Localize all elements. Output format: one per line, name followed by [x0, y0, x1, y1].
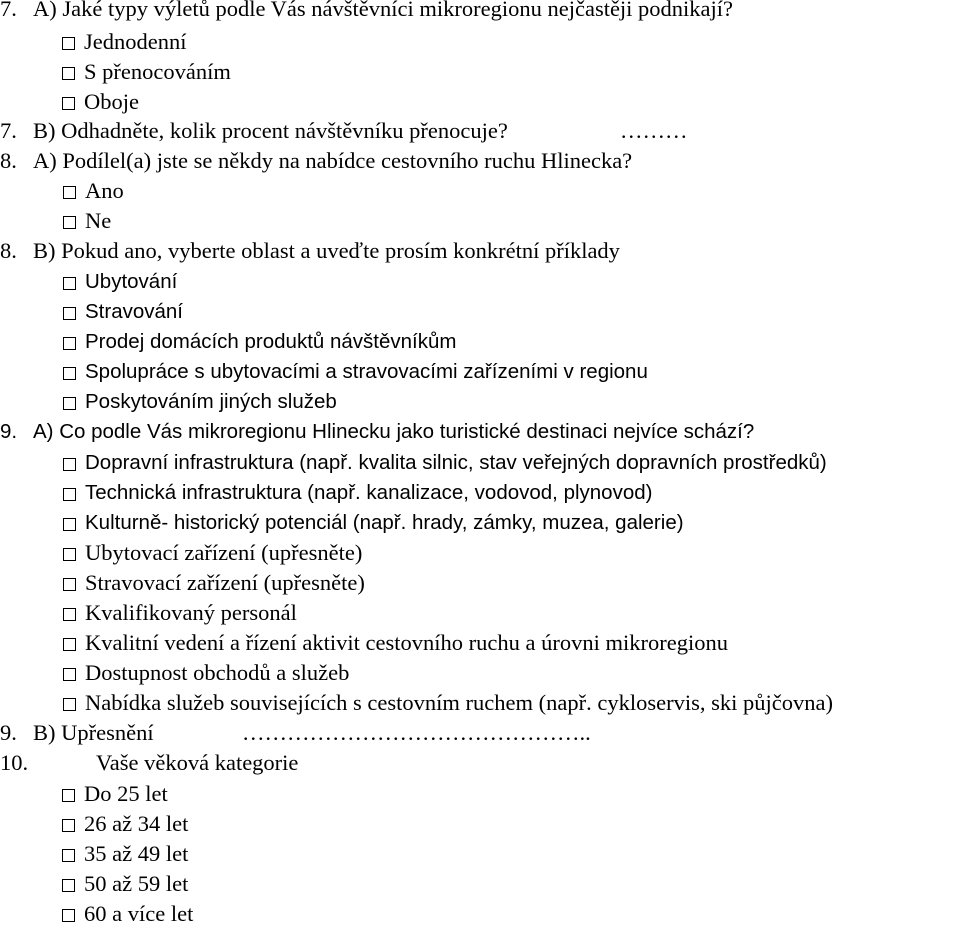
option-label: Prodej domácích produktů návštěvníkům	[85, 330, 457, 353]
question-text: A) Co podle Vás mikroregionu Hlinecku jako turistické destinaci nejvíce schází?	[33, 420, 755, 443]
checkbox-icon[interactable]	[62, 37, 75, 50]
option-label: Ubytování	[85, 270, 178, 293]
option-label: S přenocováním	[84, 59, 231, 84]
checkbox-icon[interactable]	[62, 879, 75, 892]
option-label: 50 až 59 let	[84, 871, 189, 896]
answer-blank[interactable]: ………	[620, 118, 688, 143]
checkbox-icon[interactable]	[63, 277, 76, 290]
option-label: Ubytovací zařízení (upřesněte)	[85, 540, 363, 565]
checkbox-icon[interactable]	[63, 397, 76, 410]
option-label: Kvalitní vedení a řízení aktivit cestovního ruchu a úrovni mikroregionu	[85, 630, 728, 655]
checkbox-icon[interactable]	[63, 186, 76, 199]
checkbox-icon[interactable]	[63, 367, 76, 380]
option-60-plus[interactable]	[62, 899, 193, 929]
checkbox-icon[interactable]	[63, 518, 76, 531]
checkbox-icon[interactable]	[63, 216, 76, 229]
option-label: Poskytováním jiných služeb	[85, 390, 337, 413]
option-label: Dopravní infrastruktura (např. kvalita silnic, stav veřejných dopravních prostředků)	[85, 451, 827, 474]
option-dopravni-infrastruktura[interactable]	[63, 448, 827, 478]
option-label: 35 až 49 let	[84, 841, 189, 866]
checkbox-icon[interactable]	[63, 337, 76, 350]
question-number: 7.	[0, 118, 17, 143]
option-s-prenocovanim[interactable]	[62, 57, 231, 87]
checkbox-icon[interactable]	[62, 97, 75, 110]
answer-blank[interactable]: ………………………………………..	[242, 720, 591, 745]
option-stravovani[interactable]	[63, 297, 183, 327]
checkbox-icon[interactable]	[63, 307, 76, 320]
question-number: 7.	[0, 0, 17, 21]
option-jednodenni[interactable]	[62, 27, 186, 57]
checkbox-icon[interactable]	[63, 548, 76, 561]
option-label: Jednodenní	[84, 29, 187, 54]
checkbox-icon[interactable]	[63, 698, 76, 711]
question-text: B) Pokud ano, vyberte oblast a uveďte prosím konkrétní příklady	[33, 238, 620, 263]
checkbox-icon[interactable]	[63, 458, 76, 471]
option-label: Spolupráce s ubytovacími a stravovacími zařízeními v regionu	[85, 360, 648, 383]
question-text: A) Jaké typy výletů podle Vás návštěvníci mikroregionu nejčastěji podnikají?	[33, 0, 734, 21]
option-26-34[interactable]	[62, 809, 188, 839]
checkbox-icon[interactable]	[63, 638, 76, 651]
checkbox-icon[interactable]	[62, 67, 75, 80]
checkbox-icon[interactable]	[63, 578, 76, 591]
option-label: Ne	[85, 208, 112, 233]
checkbox-icon[interactable]	[62, 909, 75, 922]
option-35-49[interactable]	[62, 839, 188, 869]
option-kvalitni-vedeni[interactable]	[63, 628, 728, 658]
option-stravovaci-zarizeni[interactable]	[63, 568, 365, 598]
checkbox-icon[interactable]	[62, 819, 75, 832]
question-text: Vaše věková kategorie	[96, 750, 299, 775]
checkbox-icon[interactable]	[62, 789, 75, 802]
question-number: 8.	[0, 238, 17, 263]
option-oboje[interactable]	[62, 87, 139, 117]
checkbox-icon[interactable]	[63, 608, 76, 621]
option-label: 26 až 34 let	[84, 811, 189, 836]
option-label: Nabídka služeb souvisejících s cestovním ruchem (např. cykloservis, ski půjčovna)	[85, 690, 833, 715]
question-text: B) Odhadněte, kolik procent návštěvníku přenocuje?	[33, 118, 508, 143]
question-text: B) Upřesnění	[33, 720, 154, 745]
option-label: 60 a více let	[84, 901, 194, 926]
option-prodej-produktu[interactable]	[63, 327, 456, 357]
option-label: Ano	[85, 178, 124, 203]
option-ne[interactable]	[63, 206, 111, 236]
option-kvalifikovany-personal[interactable]	[63, 598, 297, 628]
option-label: Dostupnost obchodů a služeb	[85, 660, 350, 685]
question-number: 8.	[0, 148, 17, 173]
checkbox-icon[interactable]	[62, 849, 75, 862]
question-number: 9.	[0, 420, 18, 443]
option-kulturne-historicky[interactable]	[63, 508, 684, 538]
question-text: A) Podílel(a) jste se někdy na nabídce cestovního ruchu Hlinecka?	[33, 148, 633, 173]
option-label: Stravování	[85, 300, 183, 323]
option-spoluprace[interactable]	[63, 357, 648, 387]
option-do-25[interactable]	[62, 779, 168, 809]
option-label: Kvalifikovaný personál	[85, 600, 297, 625]
option-ano[interactable]	[63, 176, 124, 206]
question-number: 9.	[0, 720, 17, 745]
option-ubytovani[interactable]	[63, 267, 177, 297]
option-label: Technická infrastruktura (např. kanalizace, vodovod, plynovod)	[85, 481, 653, 504]
option-technicka-infrastruktura[interactable]	[63, 478, 652, 508]
option-label: Oboje	[84, 89, 139, 114]
checkbox-icon[interactable]	[63, 488, 76, 501]
option-nabidka-sluzeb[interactable]	[63, 688, 833, 718]
checkbox-icon[interactable]	[63, 668, 76, 681]
option-50-59[interactable]	[62, 869, 188, 899]
option-label: Kulturně- historický potenciál (např. hrady, zámky, muzea, galerie)	[85, 511, 684, 534]
option-label: Do 25 let	[84, 781, 168, 806]
option-label: Stravovací zařízení (upřesněte)	[85, 570, 365, 595]
option-jine-sluzby[interactable]	[63, 387, 337, 417]
option-ubytovaci-zarizeni[interactable]	[63, 538, 362, 568]
question-number: 10.	[0, 750, 29, 775]
option-dostupnost-obchodu[interactable]	[63, 658, 349, 688]
